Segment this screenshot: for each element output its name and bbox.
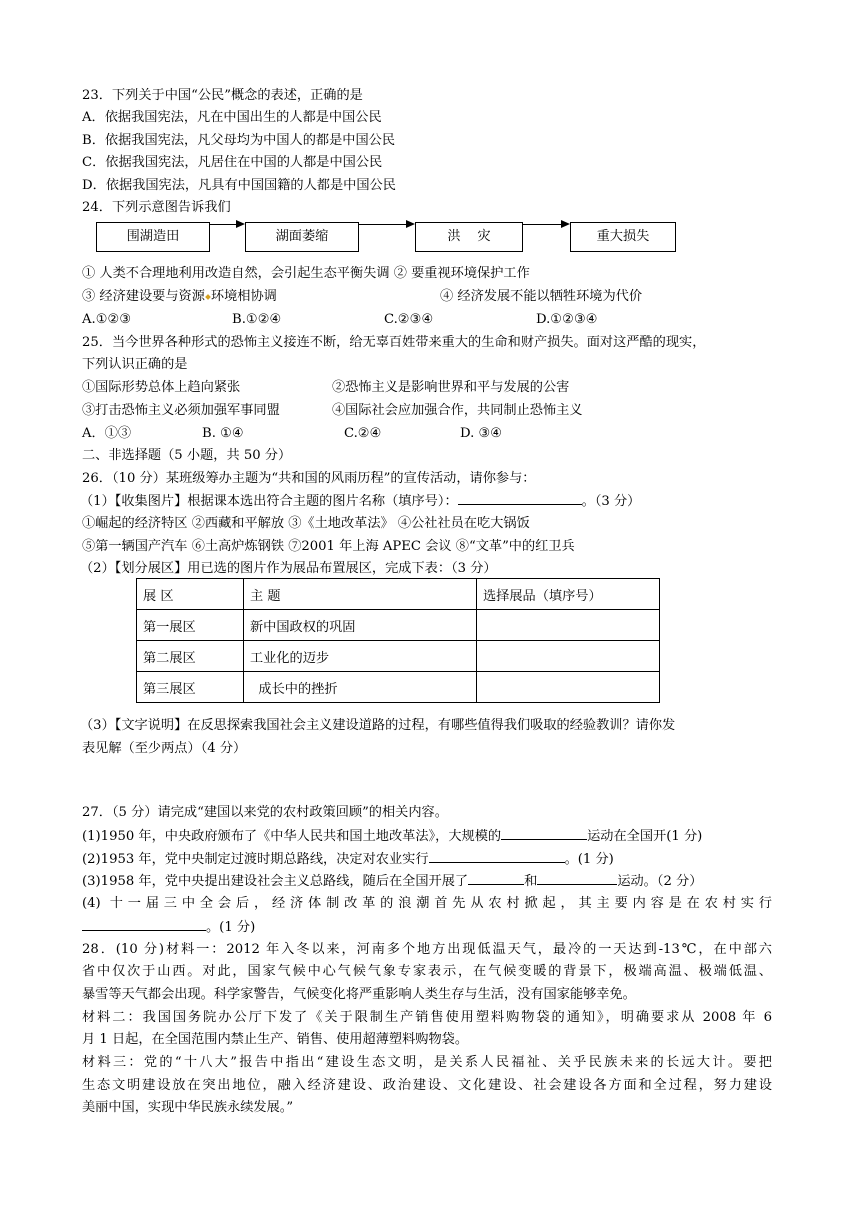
table-row	[137, 641, 660, 672]
answer-blank[interactable]	[458, 491, 582, 505]
section-heading: 二、非选择题（5 小题，共 50 分）	[82, 448, 292, 463]
q28-material3-line3: 美丽中国，实现中华民族永续发展。”	[82, 1100, 294, 1115]
q28-material1-line2: 省中仅次于山西。对此，国家气候中心气候气象专家表示，在气候变暖的背景下，极端高温、极端低温、	[82, 964, 772, 979]
table-cell: 新中国政权的巩固	[244, 610, 477, 641]
q25-stem-line2: 下列认识正确的是	[82, 357, 188, 372]
answer-cell[interactable]	[477, 610, 660, 641]
answer-blank[interactable]	[429, 849, 565, 863]
q28-material1-line1: 28．(10 分)材料一：2012 年入冬以来，河南多个地方出现低温天气，最冷的一天达到-13℃，在中部六	[82, 942, 772, 957]
q24-stem: 24．下列示意图告诉我们	[82, 200, 231, 215]
flow-arrow-3	[522, 222, 570, 236]
flow-box-1: 围湖造田	[96, 222, 210, 252]
answer-cell[interactable]	[477, 641, 660, 672]
q24-option-a: A.①②③	[82, 312, 132, 327]
ink-mark	[205, 294, 211, 300]
answer-cell[interactable]	[477, 672, 660, 703]
q25-option-b: B. ①④	[202, 426, 244, 441]
table-row	[137, 610, 660, 641]
table-cell: 第三展区	[137, 672, 244, 703]
answer-blank[interactable]	[501, 826, 587, 840]
q24-statement-4: ④ 经济发展不能以牺牲环境为代价	[440, 289, 643, 304]
header-cell: 主 题	[244, 579, 477, 610]
table-cell: 第二展区	[137, 641, 244, 672]
q24-statement-1-2: ① 人类不合理地利用改造自然，会引起生态平衡失调 ② 要重视环境保护工作	[82, 266, 530, 281]
exhibit-table	[136, 578, 660, 703]
q28-material3-line1: 材料三：党的“十八大”报告中指出“建设生态文明，是关系人民福祉、关乎民族未来的长远大计。要把	[82, 1055, 772, 1070]
q26-pictures-line1: ①崛起的经济特区 ②西藏和平解放 ③《土地改革法》 ④公社社员在吃大锅饭	[82, 516, 530, 531]
table-row	[137, 672, 660, 703]
q23-option-b: B．依据我国宪法，凡父母均为中国人的都是中国公民	[82, 133, 396, 148]
q27-item3: (3)1958 年，党中央提出建设社会主义总路线，随后在全国开展了 和 运动。（2 分）	[82, 871, 702, 892]
q24-statement-3: ③ 经济建设要与资源 环境相协调	[82, 289, 277, 304]
header-cell: 展 区	[137, 579, 244, 610]
table-header-row	[137, 579, 660, 610]
q25-option-d: D. ③④	[460, 426, 503, 441]
table-cell: 第一展区	[137, 610, 244, 641]
q27-item2: (2)1953 年，党中央制定过渡时期总路线，决定对农业实行 。(1 分)	[82, 849, 614, 870]
flow-box-2: 湖面萎缩	[245, 222, 359, 252]
q26-part1: （1）【收集图片】根据课本选出符合主题的图片名称（填序号）： 。（3 分）	[80, 491, 640, 512]
answer-blank[interactable]	[468, 871, 524, 885]
answer-blank[interactable]	[82, 917, 206, 931]
q24-option-c: C.②③④	[384, 312, 434, 327]
q25-option-c: C.②④	[344, 426, 382, 441]
q26-pictures-line2: ⑤第一辆国产汽车 ⑥土高炉炼钢铁 ⑦2001 年上海 APEC 会议 ⑧“文革”中的红卫兵	[82, 539, 575, 554]
q25-statement-2: ②恐怖主义是影响世界和平与发展的公害	[332, 380, 570, 395]
q24-option-b: B.①②④	[232, 312, 282, 327]
table-cell: 工业化的迈步	[244, 641, 477, 672]
q28-material2-line1: 材料二：我国国务院办公厅下发了《关于限制生产销售使用塑料购物袋的通知》，明确要求从 2008 年 6	[82, 1010, 772, 1025]
q27-item4-line2: 。(1 分)	[82, 917, 255, 938]
q25-statement-4: ④国际社会应加强合作，共同制止恐怖主义	[332, 403, 583, 418]
q25-statement-1: ①国际形势总体上趋向紧张	[82, 380, 241, 395]
q25-option-a: A．①③	[82, 426, 132, 441]
q26-stem: 26．（10 分）某班级筹办主题为“共和国的风雨历程”的宣传活动，请你参与：	[82, 471, 536, 486]
q23-option-a: A．依据我国宪法，凡在中国出生的人都是中国公民	[82, 110, 382, 125]
header-cell: 选择展品（填序号）	[477, 579, 660, 610]
q27-item4-line1: (4) 十一届三中全会后，经济体制改革的浪潮首先从农村掀起，其主要内容是在农村实行	[82, 896, 772, 911]
q28-material1-line3: 暴雪等天气都会出现。科学家警告，气候变化将严重影响人类生存与生活，没有国家能够幸免。	[82, 987, 636, 1002]
flow-box-3: 洪 灾	[415, 222, 523, 252]
q28-material2-line2: 月 1 日起，在全国范围内禁止生产、销售、使用超薄塑料购物袋。	[82, 1032, 469, 1047]
q26-part2: （2）【划分展区】用已选的图片作为展品布置展区，完成下表：（3 分）	[80, 561, 497, 576]
q26-part3-line2: 表见解（至少两点）（4 分）	[82, 741, 247, 756]
q24-option-d: D.①②③④	[536, 312, 598, 327]
q26-part3-line1: （3）【文字说明】在反思探索我国社会主义建设道路的过程，有哪些值得我们吸取的经验教训？请你发	[80, 718, 676, 733]
table-cell: 成长中的挫折	[244, 672, 477, 703]
q25-stem-line1: 25．当今世界各种形式的恐怖主义接连不断，给无辜百姓带来重大的生命和财产损失。面对这严酷的现实，	[82, 335, 706, 350]
answer-blank[interactable]	[537, 871, 617, 885]
q23-stem: 23．下列关于中国“公民”概念的表述，正确的是	[82, 88, 363, 103]
q27-stem: 27．（5 分）请完成“建国以来党的农村政策回顾”的相关内容。	[82, 805, 448, 820]
q23-option-c: C．依据我国宪法，凡居住在中国的人都是中国公民	[82, 155, 383, 170]
flow-arrow-1	[209, 222, 245, 236]
flow-arrow-2	[358, 222, 415, 236]
q23-option-d: D．依据我国宪法，凡具有中国国籍的人都是中国公民	[82, 178, 396, 193]
q27-item1: (1)1950 年，中央政府颁布了《中华人民共和国土地改革法》，大规模的 运动在全国开(1 分)	[82, 826, 702, 847]
flow-box-4: 重大损失	[570, 222, 676, 252]
q25-statement-3: ③打击恐怖主义必须加强军事同盟	[82, 403, 280, 418]
q28-material3-line2: 生态文明建设放在突出地位，融入经济建设、政治建设、文化建设、社会建设各方面和全过程，努力建设	[82, 1078, 772, 1093]
